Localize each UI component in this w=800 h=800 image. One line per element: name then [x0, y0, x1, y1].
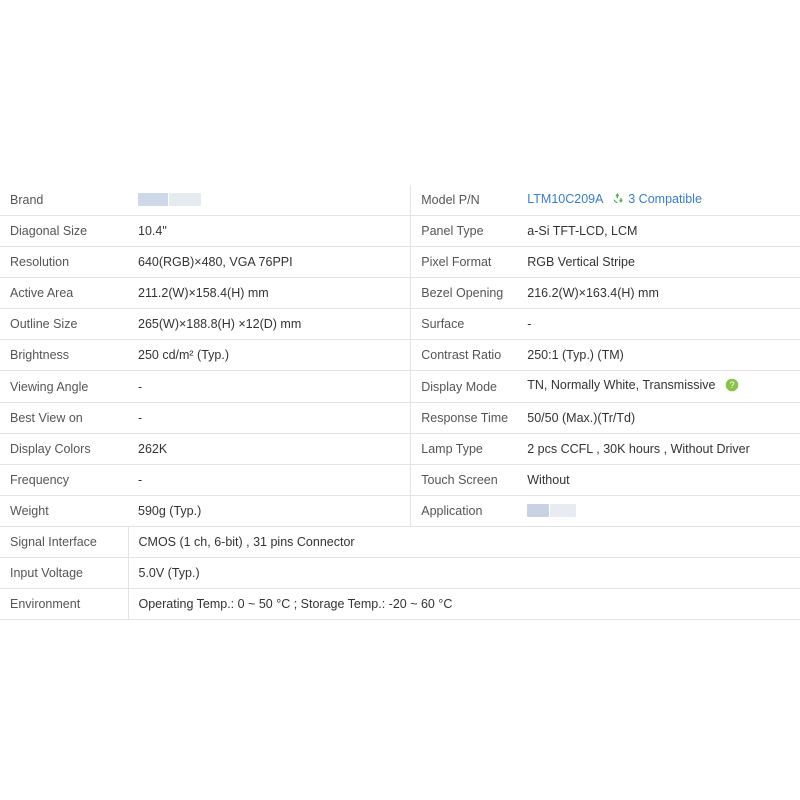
row-label-surface: Surface [411, 309, 518, 340]
row-label-diagonal-size: Diagonal Size [0, 216, 128, 247]
row-label-pixel-format: Pixel Format [411, 247, 518, 278]
panel-spec-table [0, 185, 800, 620]
row-label-resolution: Resolution [0, 247, 128, 278]
row-label-signal-interface: Signal Interface [0, 527, 128, 558]
table-row [0, 403, 800, 434]
row-value-panel-type: a-Si TFT-LCD, LCM [517, 216, 800, 247]
spec-table-container [0, 185, 800, 620]
row-value-active-area: 211.2(W)×158.4(H) mm [128, 278, 411, 309]
row-value-weight: 590g (Typ.) [128, 496, 411, 527]
row-label-brightness: Brightness [0, 340, 128, 371]
table-row [0, 216, 800, 247]
row-label-brand: Brand [0, 185, 128, 216]
row-label-outline-size: Outline Size [0, 309, 128, 340]
row-value-resolution: 640(RGB)×480, VGA 76PPI [128, 247, 411, 278]
row-value-surface: - [517, 309, 800, 340]
table-row [0, 371, 800, 403]
row-value-bezel-opening: 216.2(W)×163.4(H) mm [517, 278, 800, 309]
row-value-environment: Operating Temp.: 0 ~ 50 °C ; Storage Temp.: -20 ~ 60 °C [128, 589, 800, 620]
row-value-application [517, 496, 800, 527]
row-label-input-voltage: Input Voltage [0, 558, 128, 589]
table-row [0, 558, 800, 589]
row-value-frequency: - [128, 465, 411, 496]
redacted-application-block-2 [550, 504, 576, 517]
compatible-label: 3 Compatible [628, 192, 702, 206]
redacted-brand-block-2 [169, 193, 201, 206]
help-icon[interactable] [725, 378, 739, 395]
row-value-lamp-type: 2 pcs CCFL , 30K hours , Without Driver [517, 434, 800, 465]
row-value-response-time: 50/50 (Max.)(Tr/Td) [517, 403, 800, 434]
table-row [0, 589, 800, 620]
redacted-application-block-1 [527, 504, 549, 517]
row-label-viewing-angle: Viewing Angle [0, 371, 128, 403]
row-label-display-colors: Display Colors [0, 434, 128, 465]
row-value-signal-interface: CMOS (1 ch, 6-bit) , 31 pins Connector [128, 527, 800, 558]
redacted-brand-block-1 [138, 193, 168, 206]
row-label-model-pn: Model P/N [411, 185, 518, 216]
row-value-outline-size: 265(W)×188.8(H) ×12(D) mm [128, 309, 411, 340]
row-value-brightness: 250 cd/m² (Typ.) [128, 340, 411, 371]
row-value-model-pn [517, 185, 800, 216]
svg-text:?: ? [729, 380, 735, 391]
row-label-best-view-on: Best View on [0, 403, 128, 434]
compatible-badge[interactable] [612, 192, 702, 206]
table-row [0, 465, 800, 496]
recycle-icon [612, 192, 625, 208]
table-row [0, 278, 800, 309]
table-row [0, 185, 800, 216]
row-value-best-view-on: - [128, 403, 411, 434]
row-label-touch-screen: Touch Screen [411, 465, 518, 496]
row-value-pixel-format: RGB Vertical Stripe [517, 247, 800, 278]
table-row [0, 247, 800, 278]
row-value-diagonal-size: 10.4" [128, 216, 411, 247]
row-label-bezel-opening: Bezel Opening [411, 278, 518, 309]
table-row [0, 309, 800, 340]
row-label-environment: Environment [0, 589, 128, 620]
row-label-response-time: Response Time [411, 403, 518, 434]
row-label-panel-type: Panel Type [411, 216, 518, 247]
row-value-input-voltage: 5.0V (Typ.) [128, 558, 800, 589]
row-value-display-mode-cell [517, 371, 800, 403]
spec-table-body [0, 185, 800, 620]
row-value-touch-screen: Without [517, 465, 800, 496]
model-pn-link[interactable]: LTM10C209A [527, 192, 603, 206]
table-row [0, 434, 800, 465]
row-value-brand [128, 185, 411, 216]
row-value-contrast-ratio: 250:1 (Typ.) (TM) [517, 340, 800, 371]
row-label-frequency: Frequency [0, 465, 128, 496]
row-label-contrast-ratio: Contrast Ratio [411, 340, 518, 371]
row-label-active-area: Active Area [0, 278, 128, 309]
table-row [0, 527, 800, 558]
row-label-display-mode: Display Mode [411, 371, 518, 403]
table-row [0, 340, 800, 371]
row-value-display-colors: 262K [128, 434, 411, 465]
row-value-viewing-angle: - [128, 371, 411, 403]
row-label-lamp-type: Lamp Type [411, 434, 518, 465]
row-label-application: Application [411, 496, 518, 527]
row-value-display-mode: TN, Normally White, Transmissive [527, 378, 716, 392]
table-row [0, 496, 800, 527]
row-label-weight: Weight [0, 496, 128, 527]
